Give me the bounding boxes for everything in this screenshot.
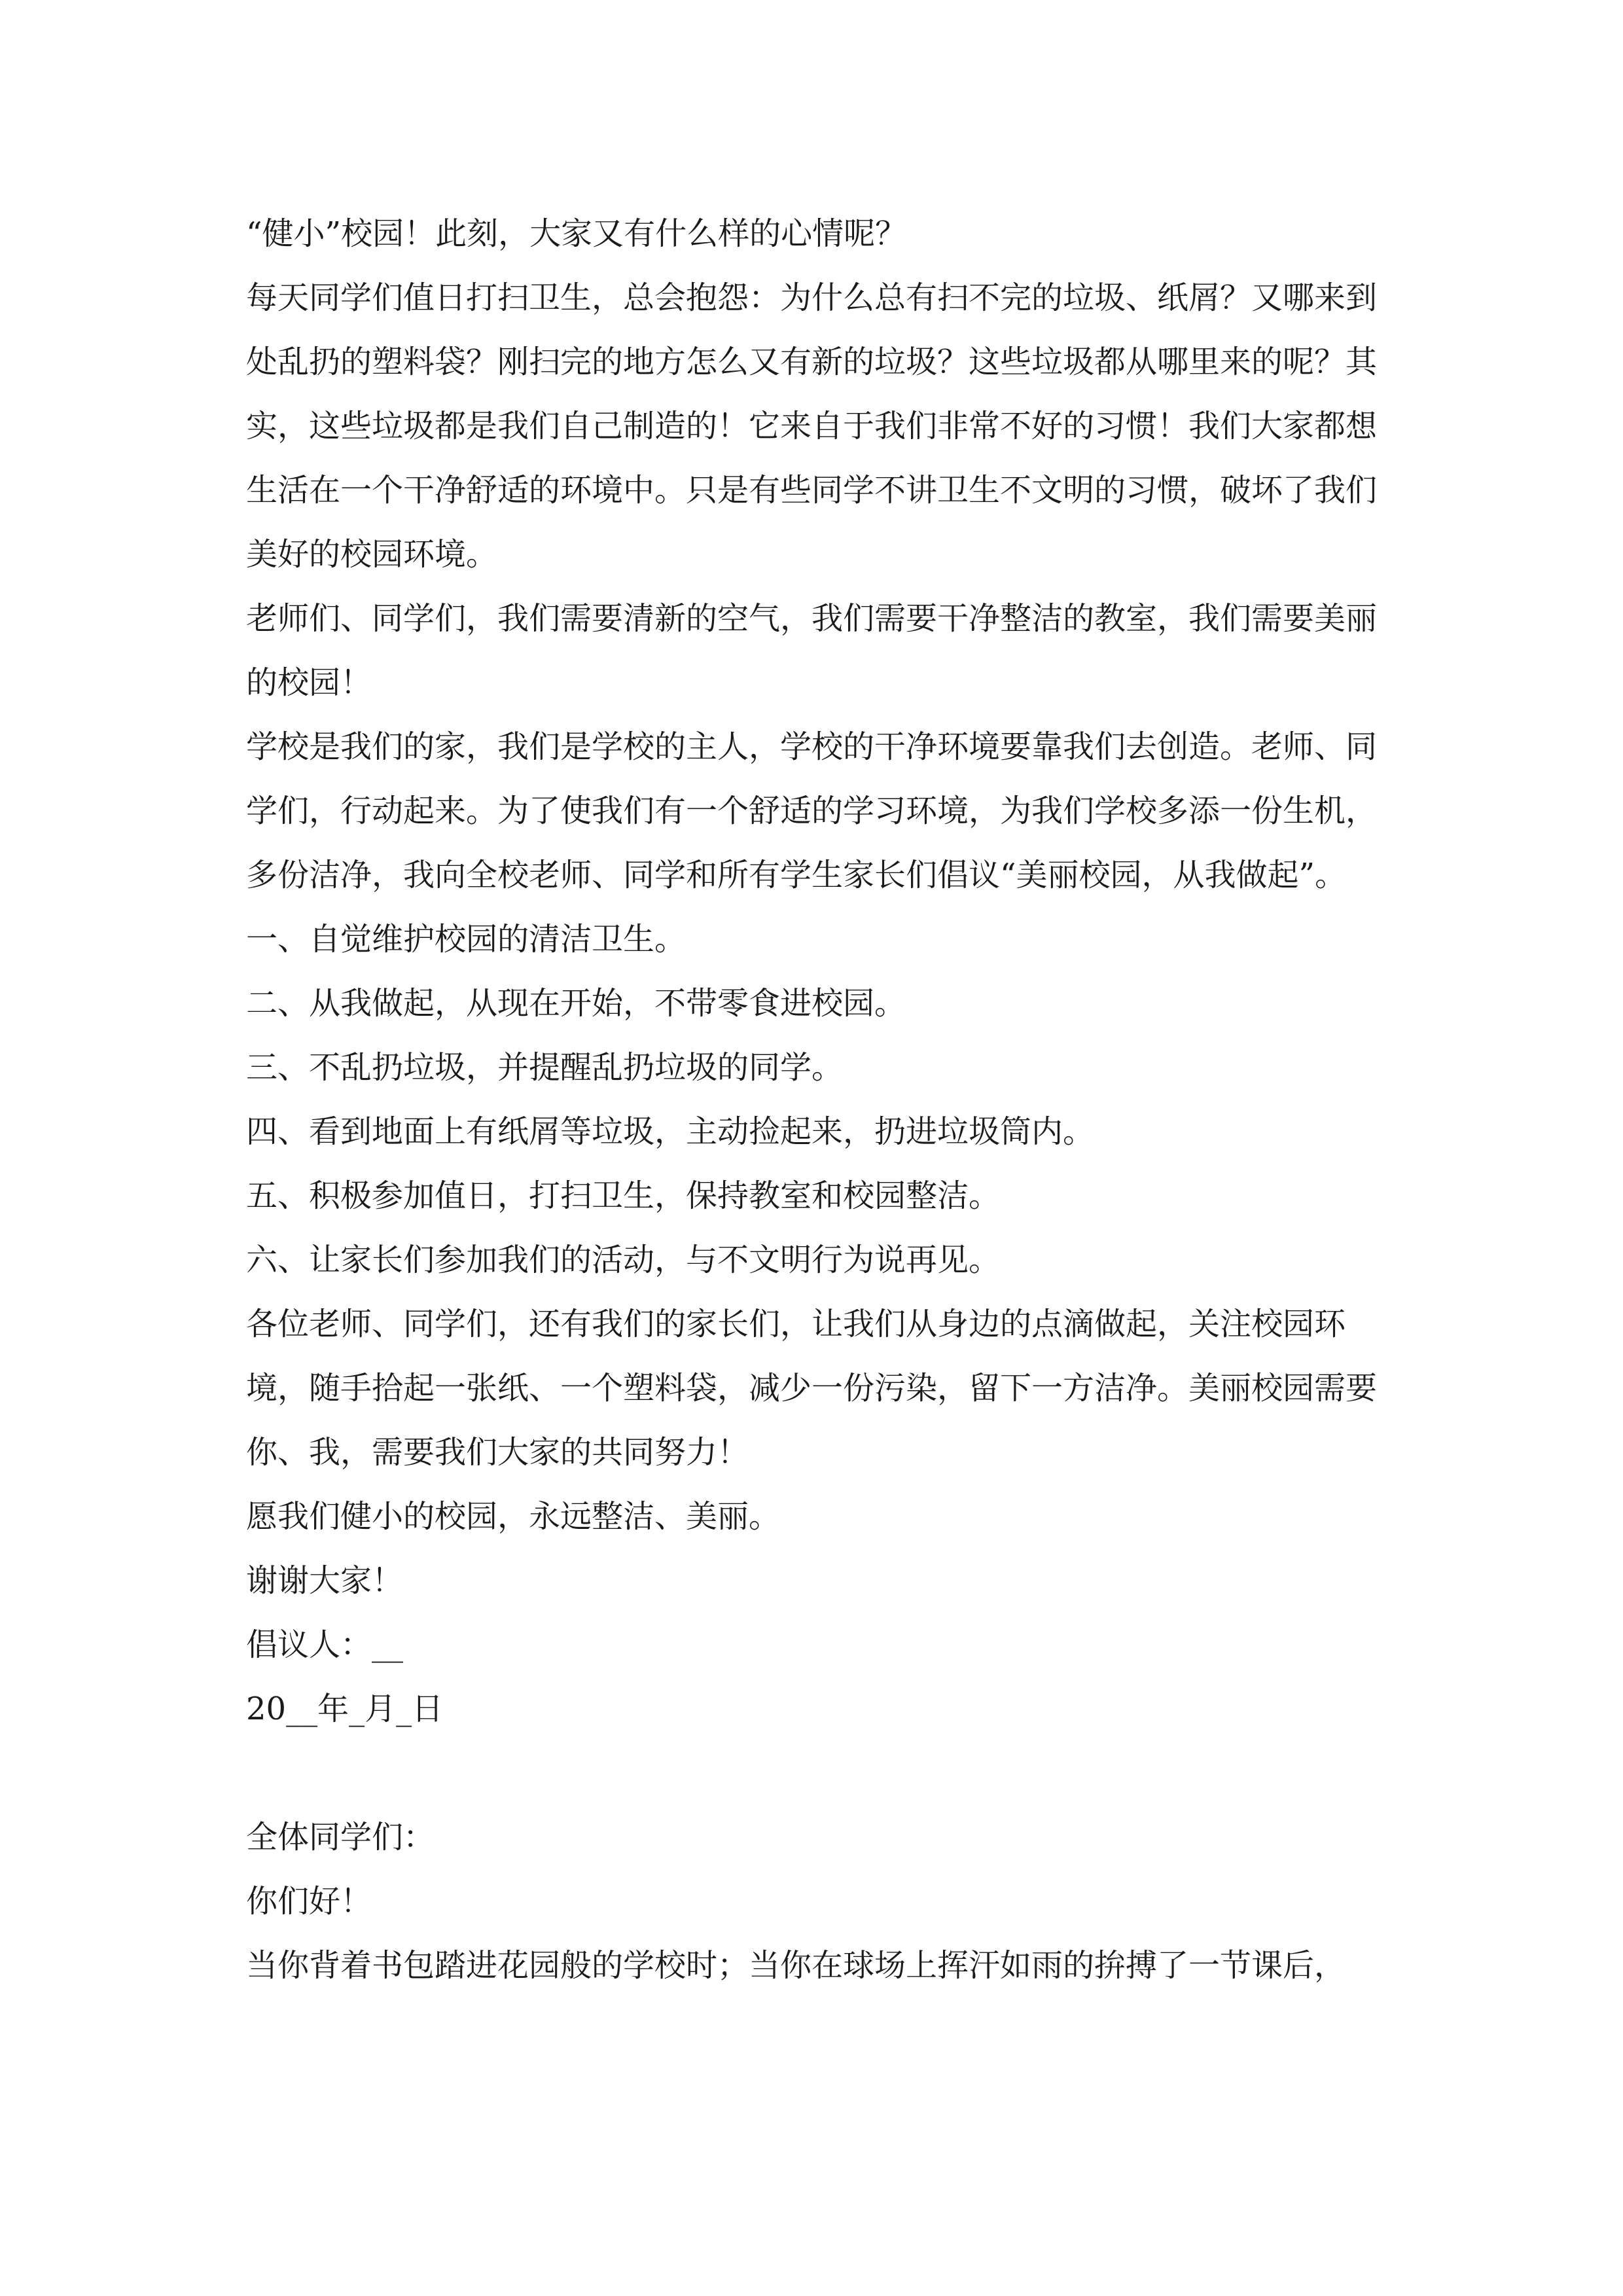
paragraph-thanks: 谢谢大家！: [246, 1562, 404, 1599]
paragraph-proposal: 学校是我们的家，我们是学校的主人，学校的干净环境要靠我们去创造。老师、同学们，行动起来。为了使我们有一个舒适的学习环境，为我们学校多添一份生机，多份洁净，我向全校老师、同学和所有学生家长们倡议“美丽校园，从我做起”。: [246, 728, 1378, 893]
section-gap: [246, 1741, 1385, 1805]
document-body: [246, 202, 1385, 1998]
list-item-2: 二、从我做起，从现在开始，不带零食进校园。: [246, 985, 906, 1022]
paragraph-opening: 当你背着书包踏进花园般的学校时；当你在球场上挥汗如雨的拚搏了一节课后，: [246, 1947, 1346, 1984]
paragraph-need: 老师们、同学们，我们需要清新的空气，我们需要干净整洁的教室，我们需要美丽的校园！: [246, 600, 1378, 701]
list-item-1: 一、自觉维护校园的清洁卫生。: [246, 921, 687, 958]
salutation: 全体同学们：: [246, 1819, 435, 1856]
paragraph-call-to-action: 各位老师、同学们，还有我们的家长们，让我们从身边的点滴做起，关注校园环境，随手拾起一张纸、一个塑料袋，减少一份污染，留下一方洁净。美丽校园需要你、我，需要我们大家的共同努力！: [246, 1306, 1378, 1471]
paragraph-wish: 愿我们健小的校园，永远整洁、美丽。: [246, 1498, 781, 1535]
list-item-6: 六、让家长们参加我们的活动，与不文明行为说再见。: [246, 1242, 1001, 1278]
signature-line: 倡议人：__: [246, 1626, 404, 1663]
list-item-4: 四、看到地面上有纸屑等垃圾，主动捡起来，扔进垃圾筒内。: [246, 1113, 1095, 1150]
paragraph-intro-line: “健小”校园！此刻，大家又有什么样的心情呢？: [246, 215, 907, 252]
date-line: 20__年_月_日: [246, 1691, 444, 1727]
list-item-5: 五、积极参加值日，打扫卫生，保持教室和校园整洁。: [246, 1177, 1001, 1214]
list-item-3: 三、不乱扔垃圾，并提醒乱扔垃圾的同学。: [246, 1049, 844, 1086]
paragraph-complaint: 每天同学们值日打扫卫生，总会抱怨：为什么总有扫不完的垃圾、纸屑？又哪来到处乱扔的塑料袋？刚扫完的地方怎么又有新的垃圾？这些垃圾都从哪里来的呢？其实，这些垃圾都是我们自己制造的！它来自于我们非常不好的习惯！我们大家都想生活在一个干净舒适的环境中。只是有些同学不讲卫生不文明的习惯，破坏了我们美好的校园环境。: [246, 279, 1378, 573]
greeting: 你们好！: [246, 1883, 372, 1920]
